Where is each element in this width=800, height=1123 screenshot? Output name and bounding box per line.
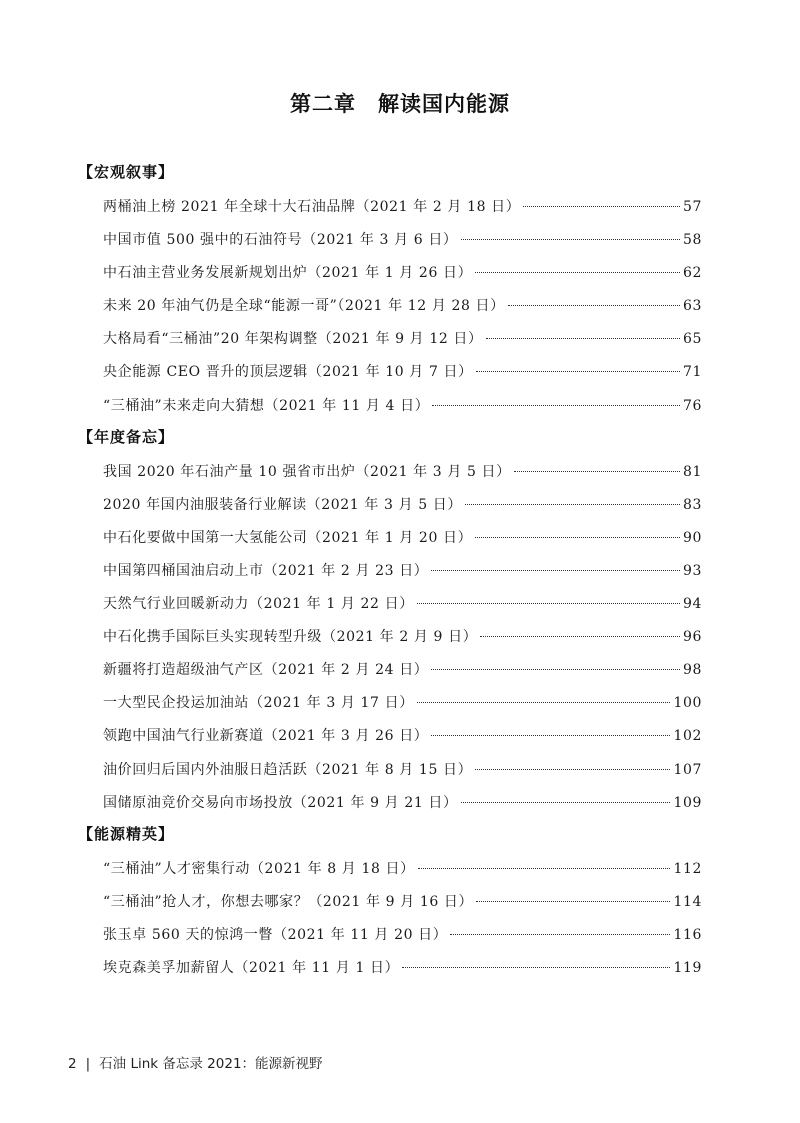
- toc-entry[interactable]: [78, 555, 702, 588]
- dot-leader: [514, 471, 680, 472]
- toc-section-macro-narrative: [78, 158, 702, 423]
- dot-leader: [476, 371, 680, 372]
- page-number: 2: [68, 1056, 77, 1072]
- toc-entry[interactable]: [78, 853, 702, 886]
- toc-entry[interactable]: [78, 754, 702, 787]
- section-heading: 【能源精英】: [78, 824, 175, 843]
- toc-entry-page: 81: [682, 463, 702, 480]
- toc-entry[interactable]: [78, 224, 702, 257]
- toc-entry-page: 96: [682, 629, 702, 646]
- toc-entry[interactable]: [78, 390, 702, 423]
- toc-entry[interactable]: [78, 919, 702, 952]
- toc-entry-title: 中石油主营业务发展新规划出炉（2021 年 1 月 26 日）: [103, 265, 473, 282]
- dot-leader: [418, 868, 671, 869]
- toc-entry[interactable]: [78, 886, 702, 919]
- dot-leader: [461, 802, 671, 803]
- dot-leader: [475, 272, 680, 273]
- toc-entry-title: 中国第四桶国油启动上市（2021 年 2 月 23 日）: [103, 562, 429, 579]
- toc-entry-title: 天然气行业回暖新动力（2021 年 1 月 22 日）: [103, 596, 414, 613]
- toc-entry-title: 中石化携手国际巨头实现转型升级（2021 年 2 月 9 日）: [103, 629, 478, 646]
- toc-entry-page: 63: [682, 298, 702, 315]
- toc-entry-page: 90: [682, 529, 702, 546]
- toc-entry[interactable]: [78, 489, 702, 522]
- toc-entry-page: 109: [673, 794, 702, 811]
- toc-entry-page: 62: [682, 265, 702, 282]
- toc-section-annual-memo: [78, 423, 702, 820]
- toc-entry-page: 112: [673, 860, 702, 877]
- dot-leader: [475, 769, 670, 770]
- toc-entry-page: 58: [682, 232, 702, 249]
- table-of-contents: [78, 158, 702, 985]
- dot-leader: [432, 405, 680, 406]
- toc-entry-page: 116: [673, 926, 702, 943]
- toc-entry-title: 一大型民企投运加油站（2021 年 3 月 17 日）: [103, 695, 414, 712]
- toc-entry-title: 国储原油竞价交易向市场投放（2021 年 9 月 21 日）: [103, 794, 458, 811]
- dot-leader: [475, 537, 680, 538]
- toc-entry[interactable]: [78, 720, 702, 753]
- toc-entry[interactable]: [78, 456, 702, 489]
- toc-entry-page: 98: [682, 662, 702, 679]
- toc-entry-page: 107: [673, 761, 702, 778]
- dot-leader: [431, 735, 670, 736]
- toc-entry[interactable]: [78, 323, 702, 356]
- dot-leader: [402, 967, 670, 968]
- toc-entry-title: “三桶油”未来走向大猜想（2021 年 11 月 4 日）: [103, 397, 430, 414]
- toc-entry[interactable]: [78, 952, 702, 985]
- toc-entry-title: 张玉卓 560 天的惊鸿一瞥（2021 年 11 月 20 日）: [103, 926, 448, 943]
- book-title: 石油 Link 备忘录 2021：能源新视野: [99, 1056, 323, 1072]
- chapter-title: 第二章 解读国内能源: [290, 92, 510, 116]
- toc-entry-title: 未来 20 年油气仍是全球“能源一哥”（2021 年 12 月 28 日）: [103, 298, 505, 315]
- dot-leader: [417, 702, 671, 703]
- dot-leader: [431, 669, 680, 670]
- dot-leader: [465, 504, 680, 505]
- dot-leader: [508, 305, 680, 306]
- dot-leader: [480, 636, 680, 637]
- toc-entry-title: 埃克森美孚加薪留人（2021 年 11 月 1 日）: [103, 959, 400, 976]
- dot-leader: [523, 206, 680, 207]
- toc-entry[interactable]: [78, 191, 702, 224]
- toc-entry-page: 100: [673, 695, 702, 712]
- toc-entry[interactable]: [78, 588, 702, 621]
- toc-entry-title: 大格局看“三桶油”20 年架构调整（2021 年 9 月 12 日）: [103, 331, 483, 348]
- dot-leader: [450, 934, 670, 935]
- dot-leader: [461, 239, 680, 240]
- page-footer: [68, 1052, 323, 1072]
- toc-entry-page: 102: [673, 728, 702, 745]
- toc-entry-title: “三桶油”抢人才，你想去哪家？（2021 年 9 月 16 日）: [103, 893, 474, 910]
- toc-entry-page: 94: [682, 596, 702, 613]
- footer-separator: |: [85, 1056, 91, 1072]
- dot-leader: [417, 603, 680, 604]
- toc-entry-page: 76: [682, 397, 702, 414]
- toc-entry-page: 65: [682, 331, 702, 348]
- dot-leader: [431, 570, 680, 571]
- toc-entry-title: 央企能源 CEO 晋升的顶层逻辑（2021 年 10 月 7 日）: [103, 364, 473, 381]
- toc-entry-page: 114: [673, 893, 702, 910]
- toc-entry[interactable]: [78, 522, 702, 555]
- toc-entry-page: 71: [682, 364, 702, 381]
- toc-entry-title: 我国 2020 年石油产量 10 强省市出炉（2021 年 3 月 5 日）: [103, 463, 511, 480]
- toc-entry-title: 中国市值 500 强中的石油符号（2021 年 3 月 6 日）: [103, 232, 458, 249]
- toc-entry[interactable]: [78, 621, 702, 654]
- toc-entry[interactable]: [78, 687, 702, 720]
- toc-entry[interactable]: [78, 787, 702, 820]
- toc-section-energy-elite: [78, 820, 702, 985]
- dot-leader: [486, 338, 680, 339]
- toc-entry-page: 93: [682, 562, 702, 579]
- toc-entry-title: 领跑中国油气行业新赛道（2021 年 3 月 26 日）: [103, 728, 429, 745]
- toc-entry-page: 119: [673, 959, 702, 976]
- toc-entry-page: 57: [682, 199, 702, 215]
- toc-entry-title: 中石化要做中国第一大氢能公司（2021 年 1 月 20 日）: [103, 529, 473, 546]
- toc-entry[interactable]: [78, 257, 702, 290]
- toc-entry[interactable]: [78, 356, 702, 389]
- toc-entry[interactable]: [78, 290, 702, 323]
- dot-leader: [476, 901, 670, 902]
- section-heading: 【宏观叙事】: [78, 163, 175, 181]
- section-heading: 【年度备忘】: [78, 427, 175, 446]
- toc-entry-title: “三桶油”人才密集行动（2021 年 8 月 18 日）: [103, 860, 415, 877]
- toc-entry-title: 2020 年国内油服装备行业解读（2021 年 3 月 5 日）: [103, 496, 462, 513]
- toc-entry-title: 新疆将打造超级油气产区（2021 年 2 月 24 日）: [103, 662, 429, 679]
- toc-entry-page: 83: [682, 496, 702, 513]
- toc-entry-title: 两桶油上榜 2021 年全球十大石油品牌（2021 年 2 月 18 日）: [103, 199, 521, 215]
- toc-entry[interactable]: [78, 654, 702, 687]
- toc-entry-title: 油价回归后国内外油服日趋活跃（2021 年 8 月 15 日）: [103, 761, 473, 778]
